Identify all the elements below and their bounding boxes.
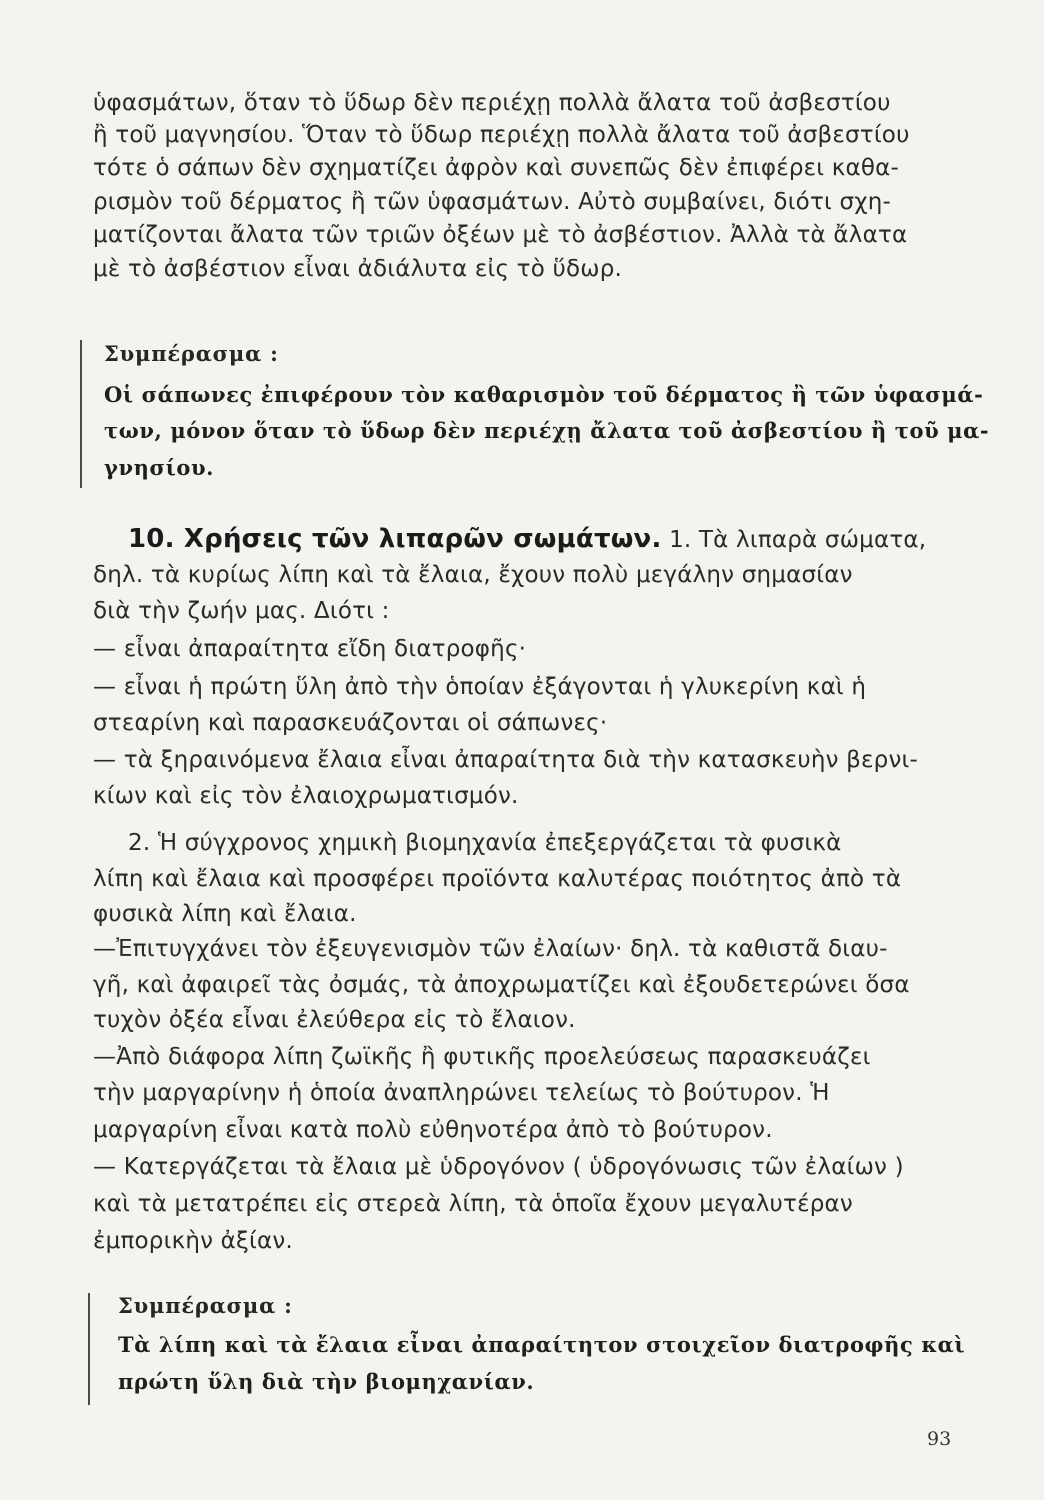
page-number: 93	[927, 1428, 952, 1450]
section-line: — εἶναι ἡ πρώτη ὕλη ἀπὸ τὴν ὁποίαν ἐξάγονται ἡ γλυκερίνη καὶ ἡ	[93, 674, 867, 700]
section-line: τὴν μαργαρίνην ἡ ὁποία ἀναπληρώνει τελείως τὸ βούτυρον. Ἡ	[93, 1080, 830, 1106]
section-line: φυσικὰ λίπη καὶ ἔλαια.	[93, 901, 357, 927]
section-first-line-text: 1. Τὰ λιπαρὰ σώματα,	[669, 527, 927, 553]
section-line: διὰ τὴν ζωήν μας. Διότι :	[93, 598, 390, 624]
conclusion-label: Συμπέρασμα :	[104, 341, 279, 366]
conclusion-bar	[80, 340, 82, 488]
section-line: ἐμπορικὴν ἀξίαν.	[93, 1228, 293, 1254]
section-line: — εἶναι ἀπαραίτητα εἴδη διατροφῆς·	[93, 636, 527, 662]
conclusion-line: γνησίου.	[104, 455, 215, 480]
conclusion-line: των, μόνον ὅταν τὸ ὕδωρ δὲν περιέχῃ ἄλατα τοῦ ἀσβεστίου ἢ τοῦ μα-	[104, 418, 990, 443]
paragraph-line: ὑφασμάτων, ὅταν τὸ ὕδωρ δὲν περιέχῃ πολλὰ ἄλατα τοῦ ἀσβεστίου	[93, 90, 891, 116]
section-line: —Ἐπιτυγχάνει τὸν ἐξευγενισμὸν τῶν ἐλαίων· δηλ. τὰ καθιστᾶ διαυ-	[93, 936, 888, 962]
conclusion-line: Οἱ σάπωνες ἐπιφέρουν τὸν καθαρισμὸν τοῦ δέρματος ἢ τῶν ὑφασμά-	[104, 382, 984, 407]
paragraph-line: ματίζονται ἄλατα τῶν τριῶν ὀξέων μὲ τὸ ἀσβέστιον. Ἀλλὰ τὰ ἄλατα	[93, 222, 908, 248]
conclusion-line: Τὰ λίπη καὶ τὰ ἔλαια εἶναι ἀπαραίτητον στοιχεῖον διατροφῆς καὶ	[118, 1332, 966, 1357]
section-line: μαργαρίνη εἶναι κατὰ πολὺ εὐθηνοτέρα ἀπὸ τὸ βούτυρον.	[93, 1117, 773, 1143]
conclusion-line: πρώτη ὕλη διὰ τὴν βιομηχανίαν.	[118, 1369, 535, 1394]
paragraph-line: ἢ τοῦ μαγνησίου. Ὅταν τὸ ὕδωρ περιέχῃ πολλὰ ἄλατα τοῦ ἀσβεστίου	[93, 122, 910, 148]
section-line: καὶ τὰ μετατρέπει εἰς στερεὰ λίπη, τὰ ὁποῖα ἔχουν μεγαλυτέραν	[93, 1191, 853, 1217]
section-heading-line	[128, 524, 926, 555]
paragraph-line: μὲ τὸ ἀσβέστιον εἶναι ἀδιάλυτα εἰς τὸ ὕδωρ.	[93, 256, 623, 282]
section-line: — Κατεργάζεται τὰ ἔλαια μὲ ὑδρογόνον ( ὑδρογόνωσις τῶν ἐλαίων )	[93, 1154, 904, 1180]
section-line: δηλ. τὰ κυρίως λίπη καὶ τὰ ἔλαια, ἔχουν πολὺ μεγάλην σημασίαν	[93, 562, 853, 588]
conclusion-bar	[88, 1293, 90, 1405]
paragraph-line: τότε ὁ σάπων δὲν σχηματίζει ἀφρὸν καὶ συνεπῶς δὲν ἐπιφέρει καθα-	[93, 155, 900, 181]
conclusion-label: Συμπέρασμα :	[118, 1293, 293, 1318]
section-line: τυχὸν ὀξέα εἶναι ἐλεύθερα εἰς τὸ ἔλαιον.	[93, 1007, 576, 1033]
section-line: —Ἀπὸ διάφορα λίπη ζωϊκῆς ἢ φυτικῆς προελεύσεως παρασκευάζει	[93, 1044, 871, 1070]
section-line: κίων καὶ εἰς τὸν ἐλαιοχρωματισμόν.	[93, 783, 519, 809]
section-line: λίπη καὶ ἔλαια καὶ προσφέρει προϊόντα καλυτέρας ποιότητος ἀπὸ τὰ	[93, 866, 902, 892]
section-title: 10. Χρήσεις τῶν λιπαρῶν σωμάτων.	[128, 524, 662, 554]
section-line: γῆ, καὶ ἀφαιρεῖ τὰς ὀσμάς, τὰ ἀποχρωματίζει καὶ ἐξουδετερώνει ὅσα	[93, 972, 910, 998]
section-line: 2. Ἡ σύγχρονος χημικὴ βιομηχανία ἐπεξεργάζεται τὰ φυσικὰ	[128, 830, 842, 856]
paragraph-line: ρισμὸν τοῦ δέρματος ἢ τῶν ὑφασμάτων. Αὐτὸ συμβαίνει, διότι σχη-	[93, 189, 892, 215]
section-line: — τὰ ξηραινόμενα ἔλαια εἶναι ἀπαραίτητα διὰ τὴν κατασκευὴν βερνι-	[93, 747, 918, 773]
section-line: στεαρίνη καὶ παρασκευάζονται οἱ σάπωνες·	[93, 710, 608, 736]
